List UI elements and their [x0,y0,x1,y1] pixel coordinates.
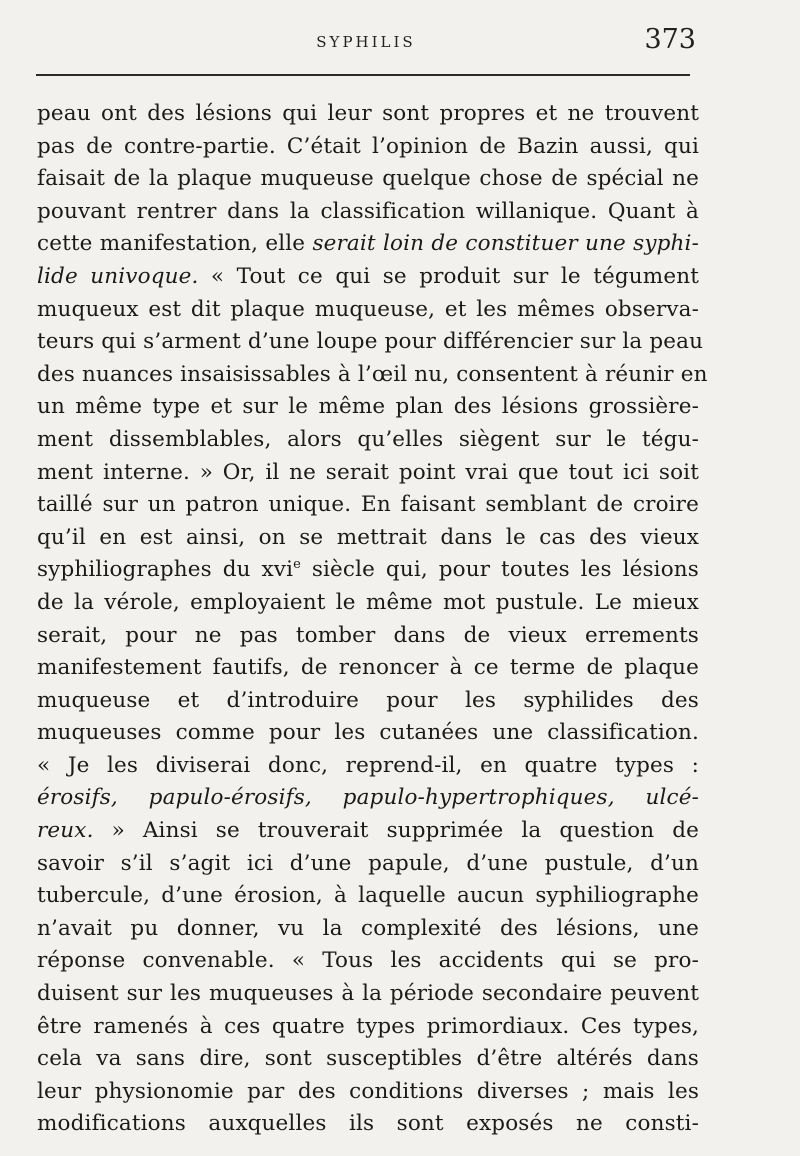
text-line [37,457,699,490]
text-line [37,228,699,261]
text-line [37,978,699,1011]
text-run: ment dissemblables, alors qu’elles siègent sur le tégu- [37,426,699,452]
text-line [37,326,704,359]
text-line [37,489,699,522]
text-line [37,848,699,881]
text-line [37,652,699,685]
text-run: réponse convenable. « Tous les accidents qui se pro- [37,948,699,974]
text-line [37,620,699,653]
text-run: n’avait pu donner, vu la complexité des lésions, une [37,915,699,941]
text-line [37,359,708,392]
header-rule [36,74,690,76]
text-run: faisait de la plaque muqueuse quelque chose de spécial ne [37,166,699,192]
text-run: teurs qui s’arment d’une loupe pour différencier sur la peau [37,329,704,355]
text-line [37,196,699,229]
text-run: être ramenés à ces quatre types primordiaux. Ces types, [37,1013,699,1039]
running-head [36,20,696,64]
text-run: leur physionomie par des conditions diverses ; mais les [37,1078,699,1104]
text-run: des nuances insaisissables à l’œil nu, consentent à réunir en [37,361,708,387]
text-line [37,294,699,327]
text-line [37,261,699,294]
italic-text: reux. [37,818,94,844]
text-line [37,131,699,164]
text-line [37,782,699,815]
text-run: serait, pour ne pas tomber dans de vieux errements [37,622,699,648]
body-text [37,98,708,1141]
text-run: taillé sur un patron unique. En faisant semblant de croire [37,492,699,518]
text-run: muqueuses comme pour les cutanées une classification. [37,720,699,746]
text-line [37,717,699,750]
text-run: cette manifestation, elle [37,231,313,257]
text-line [37,1043,699,1076]
text-line [37,945,699,978]
text-line [37,163,699,196]
running-title: SYPHILIS [316,33,416,51]
text-run: peau ont des lésions qui leur sont propres et ne trouvent [37,101,699,126]
text-line [37,587,699,620]
text-line [37,750,699,783]
text-run: muqueuse et d’introduire pour les syphilides des [37,687,699,713]
text-run: un même type et sur le même plan des lésions grossière- [37,394,699,420]
text-run: « Tout ce qui se produit sur le tégument [198,263,699,289]
text-run: ment interne. » Or, il ne serait point vrai que tout ici soit [37,459,699,485]
text-line [37,98,699,131]
text-run: pas de contre-partie. C’était l’opinion de Bazin aussi, qui [37,133,699,159]
text-line [37,522,699,555]
text-line [37,880,699,913]
text-run: siècle qui, pour toutes les lésions [300,557,699,583]
text-run: pouvant rentrer dans la classification willanique. Quant à [37,198,699,224]
text-run: manifestement fautifs, de renoncer à ce terme de plaque [37,655,699,681]
text-run: » Ainsi se trouverait supprimée la question de [93,818,699,844]
text-line [37,1076,699,1109]
text-run: de la vérole, employaient le même mot pustule. Le mieux [37,589,699,615]
page-number: 373 [644,24,696,55]
italic-text: lide univoque. [37,263,199,289]
text-run: modifications auxquelles ils sont exposés ne consti- [37,1111,699,1137]
text-run: qu’il en est ainsi, on se mettrait dans le cas des vieux [37,524,699,550]
italic-text: serait loin de constituer une syphi- [312,231,699,257]
text-line [37,554,699,587]
italic-text: érosifs, papulo-érosifs, papulo-hypertrophiques, ulcé- [37,785,699,811]
text-line [37,424,699,457]
text-line [37,913,699,946]
text-run: savoir s’il s’agit ici d’une papule, d’une pustule, d’un [37,850,699,876]
superscript: e [293,557,301,573]
text-line [37,685,699,718]
text-line [37,391,699,424]
text-line [37,1108,699,1141]
text-line [37,815,699,848]
text-run: syphiliographes du xvi [37,557,294,583]
text-run: « Je les diviserai donc, reprend-il, en quatre types : [37,752,699,778]
text-run: cela va sans dire, sont susceptibles d’être altérés dans [37,1046,699,1072]
text-run: duisent sur les muqueuses à la période secondaire peuvent [37,981,699,1007]
text-run: muqueux est dit plaque muqueuse, et les mêmes observa- [37,296,699,322]
text-line [37,1011,699,1044]
text-run: tubercule, d’une érosion, à laquelle aucun syphiliographe [37,883,699,909]
